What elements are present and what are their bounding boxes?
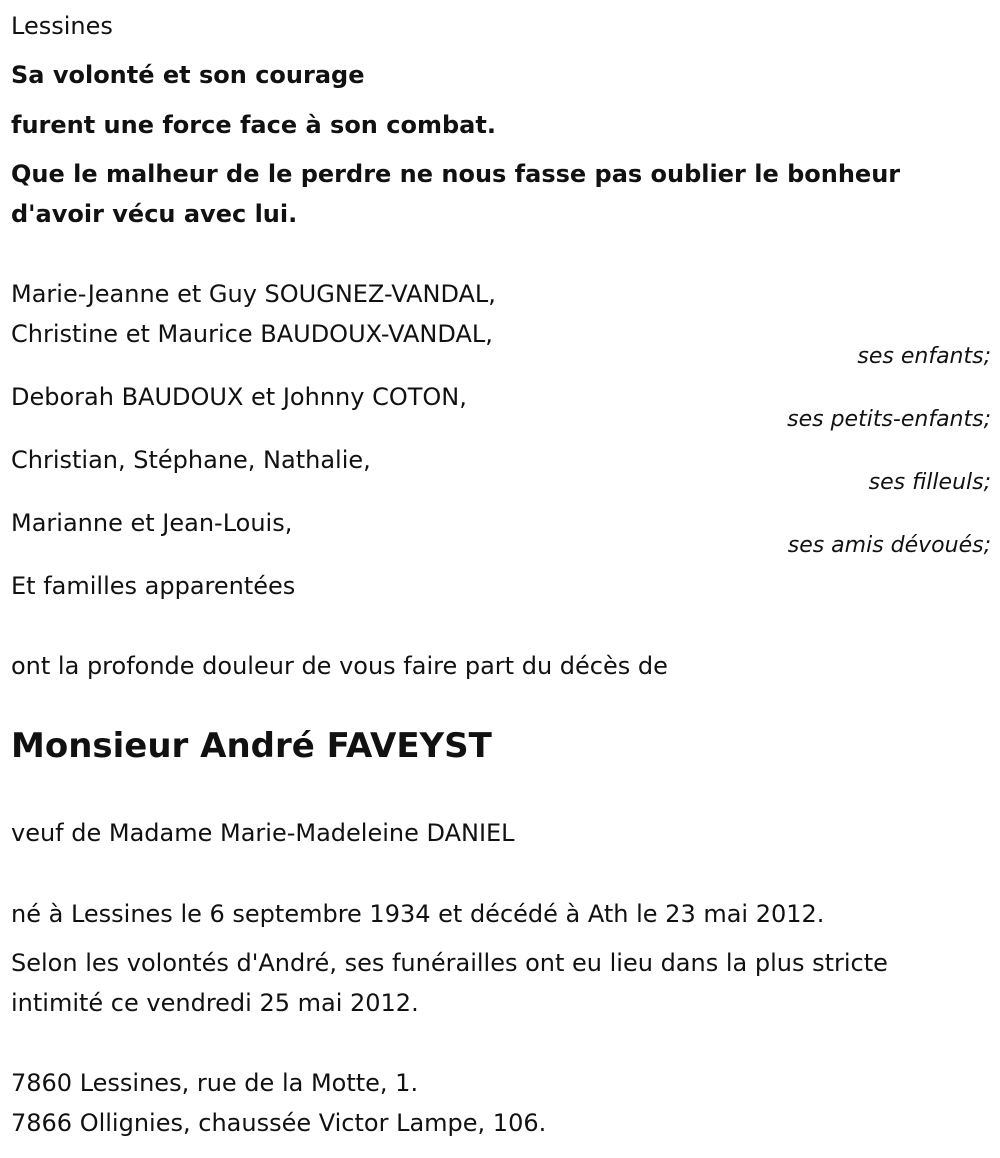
godchildren-role: ses filleuls; (868, 470, 991, 495)
dates-line: né à Lessines le 6 septembre 1934 et décédé à Ath le 23 mai 2012. (11, 900, 825, 928)
children-role: ses enfants; (857, 344, 991, 369)
quote-line-1: Sa volonté et son courage (11, 61, 365, 89)
friends-line: Marianne et Jean-Louis, (11, 509, 293, 537)
grandchildren-line: Deborah BAUDOUX et Johnny COTON, (11, 383, 467, 411)
widower-line: veuf de Madame Marie-Madeleine DANIEL (11, 819, 515, 847)
quote-line-4: d'avoir vécu avec lui. (11, 200, 298, 228)
children-line-2: Christine et Maurice BAUDOUX-VANDAL, (11, 320, 493, 348)
relatives-line: Et familles apparentées (11, 572, 296, 600)
address-line-2: 7866 Ollignies, chaussée Victor Lampe, 106. (11, 1109, 547, 1137)
children-line-1: Marie-Jeanne et Guy SOUGNEZ-VANDAL, (11, 280, 496, 308)
funeral-line-2: intimité ce vendredi 25 mai 2012. (11, 989, 419, 1017)
quote-line-3: Que le malheur de le perdre ne nous fasse pas oublier le bonheur (11, 160, 901, 188)
grandchildren-role: ses petits-enfants; (787, 407, 991, 432)
godchildren-line: Christian, Stéphane, Nathalie, (11, 446, 371, 474)
deceased-name: Monsieur André FAVEYST (11, 726, 492, 766)
quote-line-2: furent une force face à son combat. (11, 111, 496, 139)
funeral-line-1: Selon les volontés d'André, ses funérailles ont eu lieu dans la plus stricte (11, 949, 888, 977)
place-heading: Lessines (11, 12, 113, 40)
friends-role: ses amis dévoués; (787, 533, 991, 558)
announcement-intro: ont la profonde douleur de vous faire part du décès de (11, 652, 668, 680)
address-line-1: 7860 Lessines, rue de la Motte, 1. (11, 1069, 419, 1097)
